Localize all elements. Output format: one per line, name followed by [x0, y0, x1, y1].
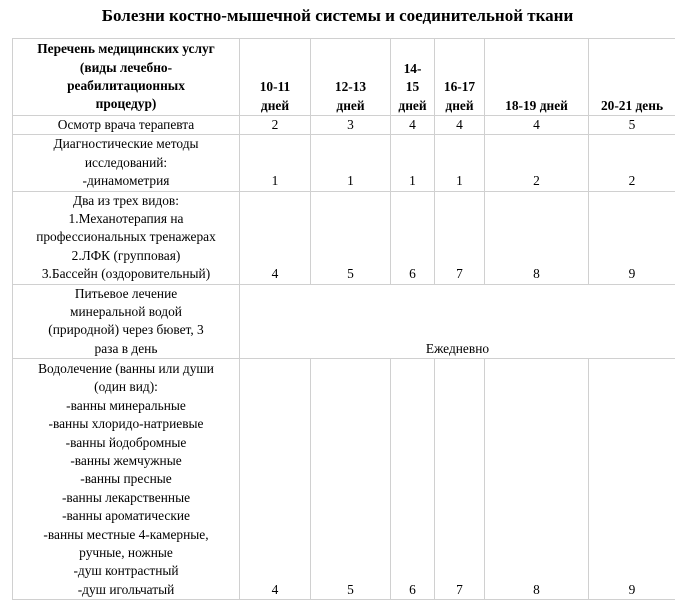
service-line: Водолечение (ванны или души	[14, 360, 238, 378]
table-row	[13, 116, 675, 135]
service-line: -ванны жемчужные	[14, 452, 238, 470]
service-line: ручные, ножные	[14, 544, 238, 562]
value-cell: 2	[485, 135, 589, 191]
service-name-cell	[13, 116, 240, 135]
header-service-line: Перечень медицинских услуг	[14, 40, 238, 58]
service-line: -ванны местные 4-камерные,	[14, 526, 238, 544]
table-header-row	[13, 39, 675, 116]
table-row	[13, 191, 675, 284]
header-period-line: дней	[392, 97, 433, 115]
service-line: 1.Механотерапия на	[14, 210, 238, 228]
header-period-line: 18-19 дней	[486, 97, 587, 115]
service-line: Осмотр врача терапевта	[14, 116, 238, 134]
value-cell: 4	[435, 116, 485, 135]
service-line: -ванны лекарственные	[14, 489, 238, 507]
header-period-line: дней	[436, 97, 483, 115]
service-line: Питьевое лечение	[14, 285, 238, 303]
header-period-cell	[435, 39, 485, 116]
value-cell: 4	[391, 116, 435, 135]
service-line: -ванны пресные	[14, 470, 238, 488]
service-line: (природной) через бювет, 3	[14, 321, 238, 339]
header-service-line: (виды лечебно-	[14, 59, 238, 77]
service-line: профессиональных тренажерах	[14, 228, 238, 246]
value-cell: 9	[589, 191, 675, 284]
header-period-line: 16-17	[436, 78, 483, 96]
service-line: минеральной водой	[14, 303, 238, 321]
service-line: 2.ЛФК (групповая)	[14, 247, 238, 265]
value-cell: 1	[240, 135, 311, 191]
header-period-line: 12-13	[312, 78, 389, 96]
service-line: Два из трех видов:	[14, 192, 238, 210]
header-period-cell	[311, 39, 391, 116]
service-line: -ванны хлоридо-натриевые	[14, 415, 238, 433]
header-service-cell	[13, 39, 240, 116]
document-title: Болезни костно-мышечной системы и соединительной ткани	[0, 6, 675, 26]
service-name-cell	[13, 284, 240, 359]
service-line: -душ игольчатый	[14, 581, 238, 599]
header-period-line: 15	[392, 78, 433, 96]
value-cell: 4	[240, 191, 311, 284]
header-period-line: дней	[312, 97, 389, 115]
service-line: исследований:	[14, 154, 238, 172]
value-cell: 5	[311, 359, 391, 600]
header-service-line: процедур)	[14, 95, 238, 113]
table-row	[13, 135, 675, 191]
value-cell: 9	[589, 359, 675, 600]
value-cell: 8	[485, 359, 589, 600]
value-cell: 4	[240, 359, 311, 600]
value-cell: 8	[485, 191, 589, 284]
service-line: раза в день	[14, 340, 238, 358]
value-cell: 1	[311, 135, 391, 191]
service-line: -ванны ароматические	[14, 507, 238, 525]
service-name-cell	[13, 191, 240, 284]
header-period-cell	[589, 39, 675, 116]
header-period-cell	[391, 39, 435, 116]
value-cell: 7	[435, 191, 485, 284]
service-name-cell	[13, 359, 240, 600]
value-cell: 6	[391, 359, 435, 600]
service-line: -ванны йодобромные	[14, 434, 238, 452]
service-line: Диагностические методы	[14, 135, 238, 153]
value-cell: 6	[391, 191, 435, 284]
value-cell: 2	[240, 116, 311, 135]
service-line: -душ контрастный	[14, 562, 238, 580]
value-cell: 1	[391, 135, 435, 191]
service-line: -динамометрия	[14, 172, 238, 190]
value-cell: 1	[435, 135, 485, 191]
services-table	[12, 38, 675, 600]
table-row	[13, 284, 675, 359]
value-cell: 7	[435, 359, 485, 600]
header-period-line: дней	[241, 97, 309, 115]
value-cell: 5	[311, 191, 391, 284]
value-cell: 3	[311, 116, 391, 135]
value-cell: 5	[589, 116, 675, 135]
header-period-cell	[240, 39, 311, 116]
merged-value-cell: Ежедневно	[240, 284, 675, 359]
header-period-cell	[485, 39, 589, 116]
value-cell: 2	[589, 135, 675, 191]
header-period-line: 14-	[392, 60, 433, 78]
service-line: -ванны минеральные	[14, 397, 238, 415]
header-period-line: 10-11	[241, 78, 309, 96]
header-period-line: 20-21 день	[590, 97, 674, 115]
value-cell: 4	[485, 116, 589, 135]
table-row	[13, 359, 675, 600]
service-name-cell	[13, 135, 240, 191]
header-service-line: реабилитационных	[14, 77, 238, 95]
service-line: 3.Бассейн (оздоровительный)	[14, 265, 238, 283]
service-line: (один вид):	[14, 378, 238, 396]
